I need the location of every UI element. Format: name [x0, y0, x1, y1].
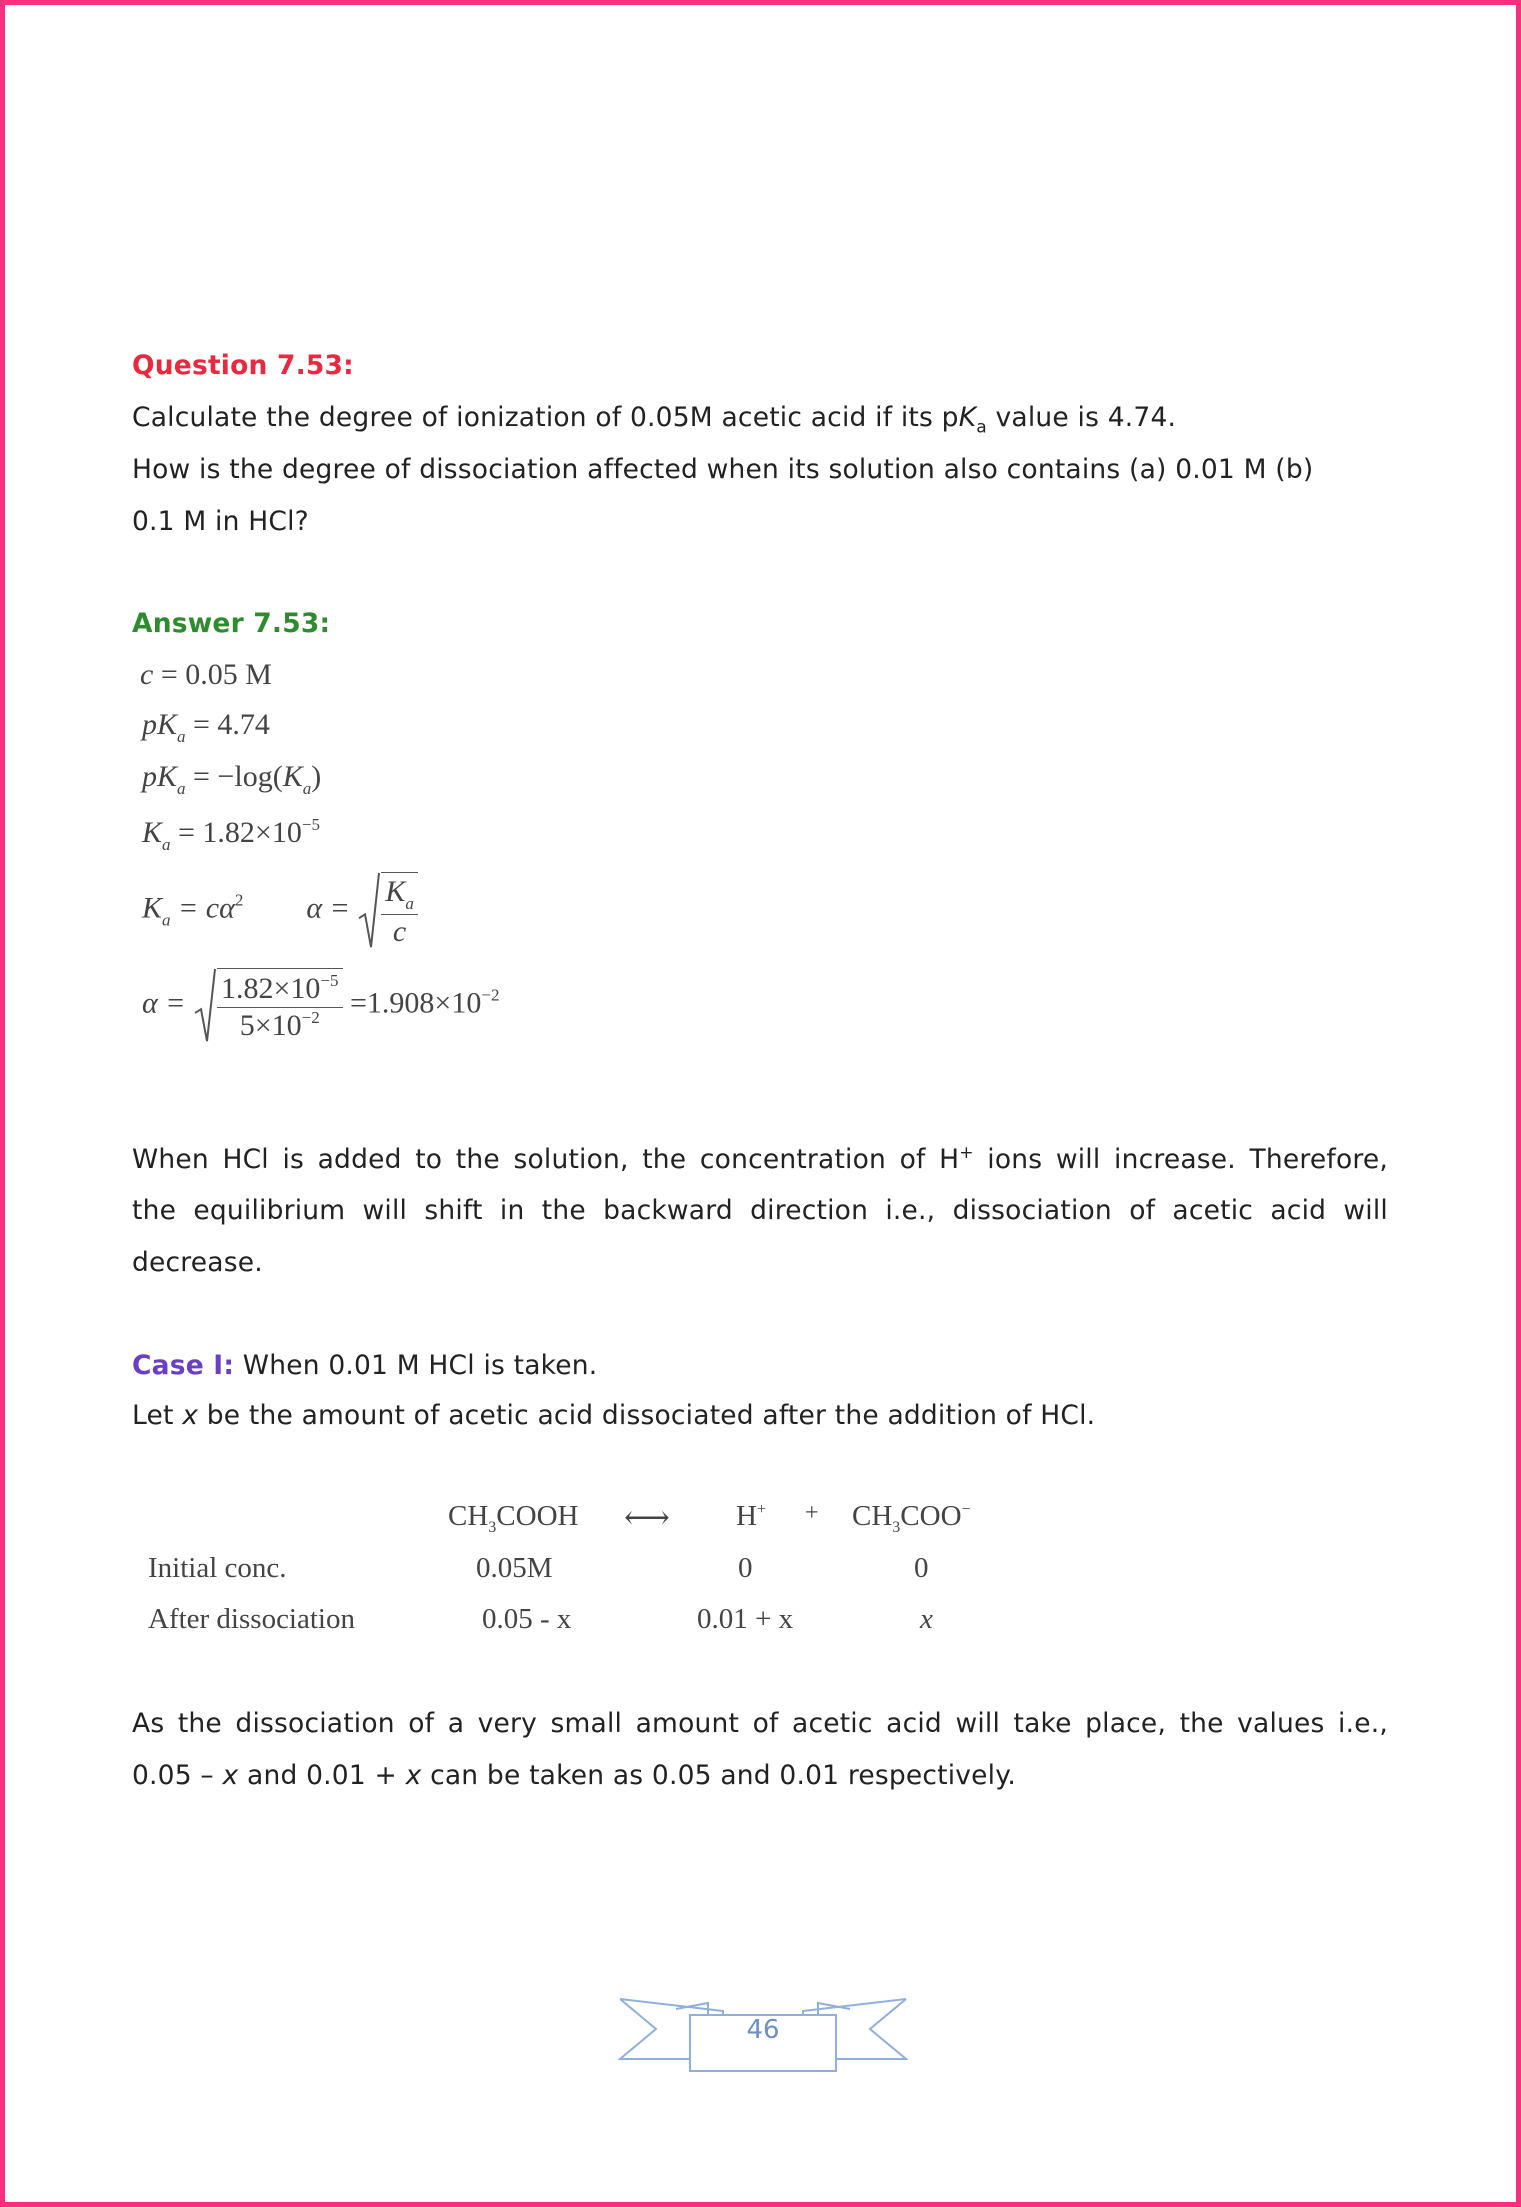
formula: H: [736, 1500, 757, 1532]
equation-ka-value: [142, 815, 320, 855]
formula-sub: 3: [892, 1519, 901, 1536]
product-h-plus: [736, 1500, 766, 1533]
equation-ostwald: [142, 872, 418, 949]
eq-k: K: [282, 760, 303, 793]
question-heading: Question 7.53:: [132, 350, 354, 381]
formula-sub: 3: [488, 1519, 497, 1536]
eq-var: pK: [142, 708, 178, 741]
cell-initial-h: 0: [738, 1552, 753, 1584]
eq-value: = 1.82×10: [170, 816, 302, 849]
fraction: [217, 971, 343, 1043]
let-text: Let: [132, 1400, 183, 1431]
formula: CH: [448, 1500, 489, 1532]
eq-var: K: [142, 891, 163, 925]
var-x: x: [182, 1400, 199, 1431]
radical-sign-icon: [357, 872, 381, 949]
eq-exponent: −5: [301, 815, 320, 834]
alpha-value: =1.908×10: [342, 986, 482, 1020]
frac-num: 1.82×10: [221, 972, 321, 1005]
eq-value: = 4.74: [185, 708, 270, 741]
eq-sub: a: [162, 835, 171, 854]
frac-den: c: [392, 914, 407, 948]
equation-pka-definition: [142, 760, 321, 799]
paragraph-hcl-line-3: decrease.: [132, 1247, 263, 1278]
approx-text: and 0.01 +: [238, 1760, 406, 1791]
eq-value: = 0.05 M: [153, 658, 272, 691]
case-1-text: When 0.01 M HCl is taken.: [234, 1350, 598, 1381]
let-x-line: [132, 1400, 1095, 1431]
let-text-end: be the amount of acetic acid dissociated after the addition of HCl.: [198, 1400, 1096, 1431]
case-1-heading: Case I:: [132, 1350, 235, 1381]
case-1-line: [132, 1350, 597, 1381]
eq-var: pK: [142, 760, 178, 793]
frac-num-sub: a: [405, 894, 414, 913]
fraction: [381, 875, 418, 949]
plus-sign: +: [805, 1500, 819, 1526]
h-plus-sup: +: [959, 1143, 974, 1163]
formula-sup: +: [756, 1501, 766, 1518]
eq-k-sub: a: [302, 779, 312, 798]
eq-rhs: = cα: [170, 891, 235, 925]
cell-after-h: 0.01 + x: [697, 1603, 794, 1635]
k-subscript: a: [976, 417, 987, 438]
paragraph-approx-line-1: As the dissociation of a very small amount of acetic acid will take place, the values i.e.,: [132, 1708, 1388, 1739]
question-line-1: [132, 402, 1176, 437]
sqrt-expression: [193, 968, 343, 1043]
question-line-2: How is the degree of dissociation affected when its solution also contains (a) 0.01 M (b): [132, 454, 1314, 485]
row-label-initial: Initial conc.: [148, 1552, 287, 1584]
sqrt-expression: [357, 872, 418, 949]
paragraph-approx-line-2: [132, 1760, 1016, 1791]
eq-sub: a: [177, 727, 186, 746]
cell-initial-reactant: 0.05M: [476, 1552, 553, 1584]
cell-after-reactant: 0.05 - x: [482, 1603, 572, 1635]
frac-num: K: [385, 875, 406, 908]
equation-alpha-result: [142, 968, 499, 1043]
reactant-ch3cooh: [448, 1500, 578, 1537]
formula-sup: −: [961, 1501, 971, 1518]
formula-end: COOH: [496, 1500, 579, 1532]
frac-den-exp: −2: [301, 1007, 320, 1027]
para-text: When HCl is added to the solution, the concentration of H: [132, 1143, 960, 1175]
eq-close-paren: ): [311, 760, 322, 793]
frac-num-exp: −5: [320, 971, 339, 990]
radical-sign-icon: [193, 968, 217, 1043]
var-x: x: [405, 1760, 422, 1791]
question-text: Calculate the degree of ionization of 0.05M acetic acid if its p: [132, 402, 959, 433]
eq-log: = −log(: [185, 760, 283, 793]
alpha-exponent: −2: [481, 985, 500, 1005]
formula-end: COO: [900, 1500, 962, 1532]
approx-text: 0.05 –: [132, 1760, 223, 1791]
question-line-3: 0.1 M in HCl?: [132, 506, 309, 537]
question-text-end: value is 4.74.: [986, 402, 1177, 433]
page-number: 46: [746, 2015, 780, 2045]
answer-heading: Answer 7.53:: [132, 608, 331, 639]
eq-var: c: [140, 658, 154, 691]
var-x: x: [222, 1760, 239, 1791]
paragraph-hcl-line-1: [132, 1143, 1388, 1175]
eq-exponent: 2: [234, 890, 244, 910]
k-symbol: K: [958, 402, 977, 433]
equilibrium-arrow-icon: ⟷: [624, 1499, 670, 1535]
paragraph-hcl-line-2: the equilibrium will shift in the backward direction i.e., dissociation of acetic acid will: [132, 1195, 1388, 1226]
alpha-symbol: α =: [306, 891, 350, 925]
equation-pka-value: [142, 708, 270, 747]
equation-concentration: [140, 658, 272, 692]
approx-text: can be taken as 0.05 and 0.01 respectively.: [421, 1760, 1016, 1791]
eq-sub: a: [177, 779, 186, 798]
cell-after-acetate: x: [920, 1603, 933, 1635]
formula: CH: [852, 1500, 893, 1532]
frac-den: 5×10: [239, 1008, 302, 1042]
para-text-end: ions will increase. Therefore,: [973, 1143, 1388, 1175]
product-acetate: [852, 1500, 971, 1537]
alpha-symbol: α =: [142, 986, 186, 1020]
row-label-after: After dissociation: [148, 1603, 355, 1635]
page-number-ribbon: [618, 1993, 908, 2083]
cell-initial-acetate: 0: [914, 1552, 929, 1584]
eq-sub: a: [162, 910, 171, 930]
eq-var: K: [142, 816, 163, 849]
